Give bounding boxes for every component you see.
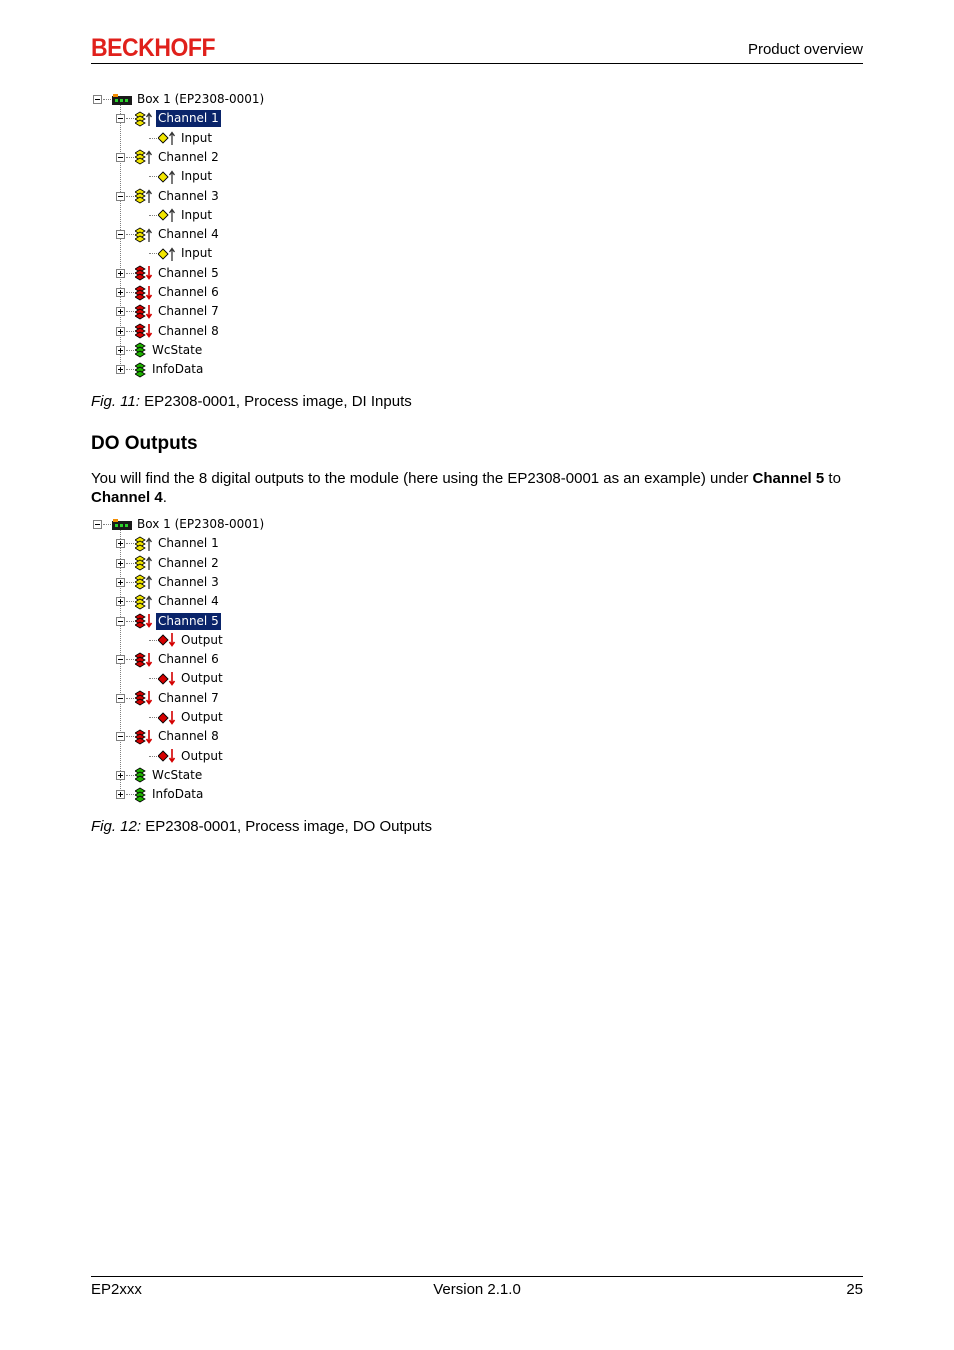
footer-version: Version 2.1.0 — [433, 1281, 521, 1298]
out-var-icon — [158, 632, 176, 648]
tree-connector — [126, 794, 134, 795]
tree-node[interactable] — [116, 225, 221, 244]
in-var-icon — [158, 207, 176, 223]
out-channel-icon — [135, 265, 153, 281]
process-image-tree-outputs — [93, 515, 293, 805]
in-var-icon — [158, 246, 176, 262]
expand-icon[interactable] — [116, 307, 125, 316]
tree-node[interactable] — [116, 573, 221, 592]
expand-icon[interactable] — [116, 327, 125, 336]
tree-node-label: Input — [181, 207, 213, 222]
paragraph-bold-channel5: Channel 5 — [752, 470, 825, 487]
in-channel-icon — [135, 536, 153, 552]
tree-node-label: Channel 6 — [158, 285, 219, 299]
in-channel-icon — [135, 594, 153, 610]
tree-node-label: Output — [181, 748, 223, 763]
tree-connector — [149, 253, 157, 254]
paragraph-text: to — [824, 470, 841, 487]
collapse-icon[interactable] — [116, 114, 125, 123]
tree-node[interactable] — [116, 592, 221, 611]
tree-connector — [126, 196, 134, 197]
tree-node-label: Channel 2 — [158, 149, 219, 164]
tree-node-label: Output — [181, 632, 223, 647]
in-channel-icon — [135, 149, 153, 165]
collapse-icon[interactable] — [116, 732, 125, 741]
tree-node[interactable] — [116, 264, 221, 283]
tree-node[interactable] — [116, 766, 204, 785]
tree-node-label: Channel 2 — [158, 555, 219, 570]
status-icon — [135, 787, 147, 803]
out-channel-icon — [135, 690, 153, 706]
tree-connector — [126, 234, 134, 235]
tree-connector — [149, 640, 157, 641]
tree-connector — [126, 543, 134, 544]
in-var-icon — [158, 130, 176, 146]
tree-connector — [103, 99, 111, 100]
tree-connector — [126, 775, 134, 776]
tree-node[interactable] — [139, 129, 214, 148]
tree-node-label: Channel 7 — [158, 304, 219, 319]
box-icon — [112, 94, 132, 106]
tree-connector — [126, 736, 134, 737]
tree-node-label: Channel 4 — [158, 227, 219, 242]
tree-node-label: Input — [181, 246, 213, 261]
collapse-icon[interactable] — [93, 520, 102, 529]
expand-icon[interactable] — [116, 771, 125, 780]
tree-connector — [126, 331, 134, 332]
tree-node[interactable] — [116, 534, 221, 553]
status-icon — [135, 767, 147, 783]
tree-node-label: Channel 6 — [158, 652, 219, 667]
tree-node-label: Channel 1 — [158, 536, 219, 551]
tree-node[interactable] — [139, 669, 225, 688]
tree-node[interactable] — [93, 515, 266, 534]
figure-number: Fig. 11: — [91, 393, 140, 410]
tree-node[interactable] — [116, 554, 221, 573]
out-channel-icon — [135, 285, 153, 301]
tree-node-label: Channel 5 — [158, 265, 219, 280]
process-image-tree-inputs — [93, 90, 293, 380]
collapse-icon[interactable] — [116, 617, 125, 626]
footer-divider — [91, 1276, 863, 1277]
tree-connector — [126, 157, 134, 158]
tree-connector — [103, 524, 111, 525]
tree-connector — [126, 563, 134, 564]
tree-node[interactable] — [139, 167, 214, 186]
tree-connector — [126, 582, 134, 583]
expand-icon[interactable] — [116, 288, 125, 297]
footer-page-number: 25 — [846, 1281, 863, 1298]
expand-icon[interactable] — [116, 269, 125, 278]
tree-node[interactable] — [116, 302, 221, 321]
tree-node[interactable] — [116, 612, 221, 631]
collapse-icon[interactable] — [116, 694, 125, 703]
expand-icon[interactable] — [116, 559, 125, 568]
tree-node-label: Channel 1 — [158, 111, 219, 126]
tree-node[interactable] — [116, 283, 221, 302]
tree-node-label: Channel 3 — [158, 574, 219, 589]
tree-node-label: WcState — [152, 342, 203, 357]
paragraph-text: . — [162, 489, 167, 506]
tree-node[interactable] — [116, 689, 221, 708]
tree-connector — [126, 292, 134, 293]
collapse-icon[interactable] — [116, 655, 125, 664]
expand-icon[interactable] — [116, 365, 125, 374]
tree-node[interactable] — [139, 244, 214, 263]
tree-connector — [149, 138, 157, 139]
tree-connector — [149, 176, 157, 177]
figure-text: EP2308-0001, Process image, DO Outputs — [141, 818, 433, 835]
tree-connector — [149, 678, 157, 679]
tree-node-label: Box 1 (EP2308-0001) — [137, 517, 265, 531]
in-channel-icon — [135, 188, 153, 204]
tree-node[interactable] — [139, 708, 225, 727]
section-paragraph — [91, 469, 865, 507]
tree-node[interactable] — [116, 322, 221, 341]
collapse-icon[interactable] — [116, 192, 125, 201]
tree-node-label: Output — [181, 710, 223, 724]
tree-connector — [126, 369, 134, 370]
in-channel-icon — [135, 227, 153, 243]
tree-connector — [149, 215, 157, 216]
collapse-icon[interactable] — [93, 95, 102, 104]
expand-icon[interactable] — [116, 539, 125, 548]
tree-node[interactable] — [139, 747, 225, 766]
tree-node-label: Channel 8 — [158, 323, 219, 338]
in-var-icon — [158, 169, 176, 185]
tree-node-label: Channel 4 — [158, 594, 219, 609]
collapse-icon[interactable] — [116, 153, 125, 162]
expand-icon[interactable] — [116, 790, 125, 799]
out-channel-icon — [135, 323, 153, 339]
tree-node[interactable] — [139, 631, 225, 650]
out-channel-icon — [135, 304, 153, 320]
figure-text: EP2308-0001, Process image, DI Inputs — [139, 393, 412, 410]
box-icon — [112, 519, 132, 531]
tree-connector — [126, 273, 134, 274]
tree-node-label: InfoData — [152, 362, 204, 377]
expand-icon[interactable] — [116, 346, 125, 355]
tree-node-label: Channel 5 — [158, 613, 219, 628]
tree-connector — [126, 350, 134, 351]
tree-node-label: Channel 3 — [158, 188, 219, 203]
tree-node-label: Channel 8 — [158, 729, 219, 744]
tree-node-label: Box 1 (EP2308-0001) — [137, 92, 265, 106]
in-channel-icon — [135, 555, 153, 571]
tree-connector — [126, 659, 134, 660]
header-divider — [91, 63, 863, 64]
paragraph-bold-channel4: Channel 4 — [91, 489, 163, 506]
tree-node-label: Input — [181, 130, 213, 145]
tree-node-label: Channel 7 — [158, 690, 219, 705]
tree-connector — [149, 756, 157, 757]
figure-number: Fig. 12: — [91, 818, 142, 835]
tree-node[interactable] — [139, 206, 214, 225]
tree-node-label: WcState — [152, 767, 203, 782]
tree-connector — [126, 118, 134, 119]
expand-icon[interactable] — [116, 578, 125, 587]
tree-node-label: Output — [181, 671, 223, 686]
tree-node[interactable] — [116, 727, 221, 746]
header-section-title: Product overview — [747, 41, 863, 58]
status-icon — [135, 342, 147, 358]
tree-node[interactable] — [116, 785, 205, 804]
tree-connector — [126, 311, 134, 312]
tree-node[interactable] — [116, 109, 221, 128]
tree-connector — [149, 717, 157, 718]
tree-node[interactable] — [116, 360, 205, 379]
out-channel-icon — [135, 613, 153, 629]
out-var-icon — [158, 671, 176, 687]
paragraph-text: You will find the 8 digital outputs to the module (here using the EP2308-0001 as an example) under — [91, 470, 753, 487]
tree-connector — [126, 601, 134, 602]
status-icon — [135, 362, 147, 378]
collapse-icon[interactable] — [116, 230, 125, 239]
out-var-icon — [158, 748, 176, 764]
tree-connector — [126, 621, 134, 622]
section-heading: DO Outputs — [91, 433, 198, 454]
tree-node[interactable] — [116, 341, 204, 360]
out-channel-icon — [135, 729, 153, 745]
figure-caption-12 — [91, 818, 432, 835]
out-channel-icon — [135, 652, 153, 668]
beckhoff-logo: BECKHOFF — [91, 34, 216, 62]
footer-product: EP2xxx — [91, 1281, 142, 1298]
tree-node[interactable] — [116, 187, 221, 206]
tree-node[interactable] — [93, 90, 266, 109]
tree-node[interactable] — [116, 650, 221, 669]
expand-icon[interactable] — [116, 597, 125, 606]
tree-node-label: InfoData — [152, 787, 204, 802]
in-channel-icon — [135, 111, 153, 127]
tree-node[interactable] — [116, 148, 221, 167]
out-var-icon — [158, 710, 176, 726]
tree-node-label: Input — [181, 169, 213, 184]
tree-connector — [126, 698, 134, 699]
figure-caption-11 — [91, 393, 412, 410]
in-channel-icon — [135, 574, 153, 590]
